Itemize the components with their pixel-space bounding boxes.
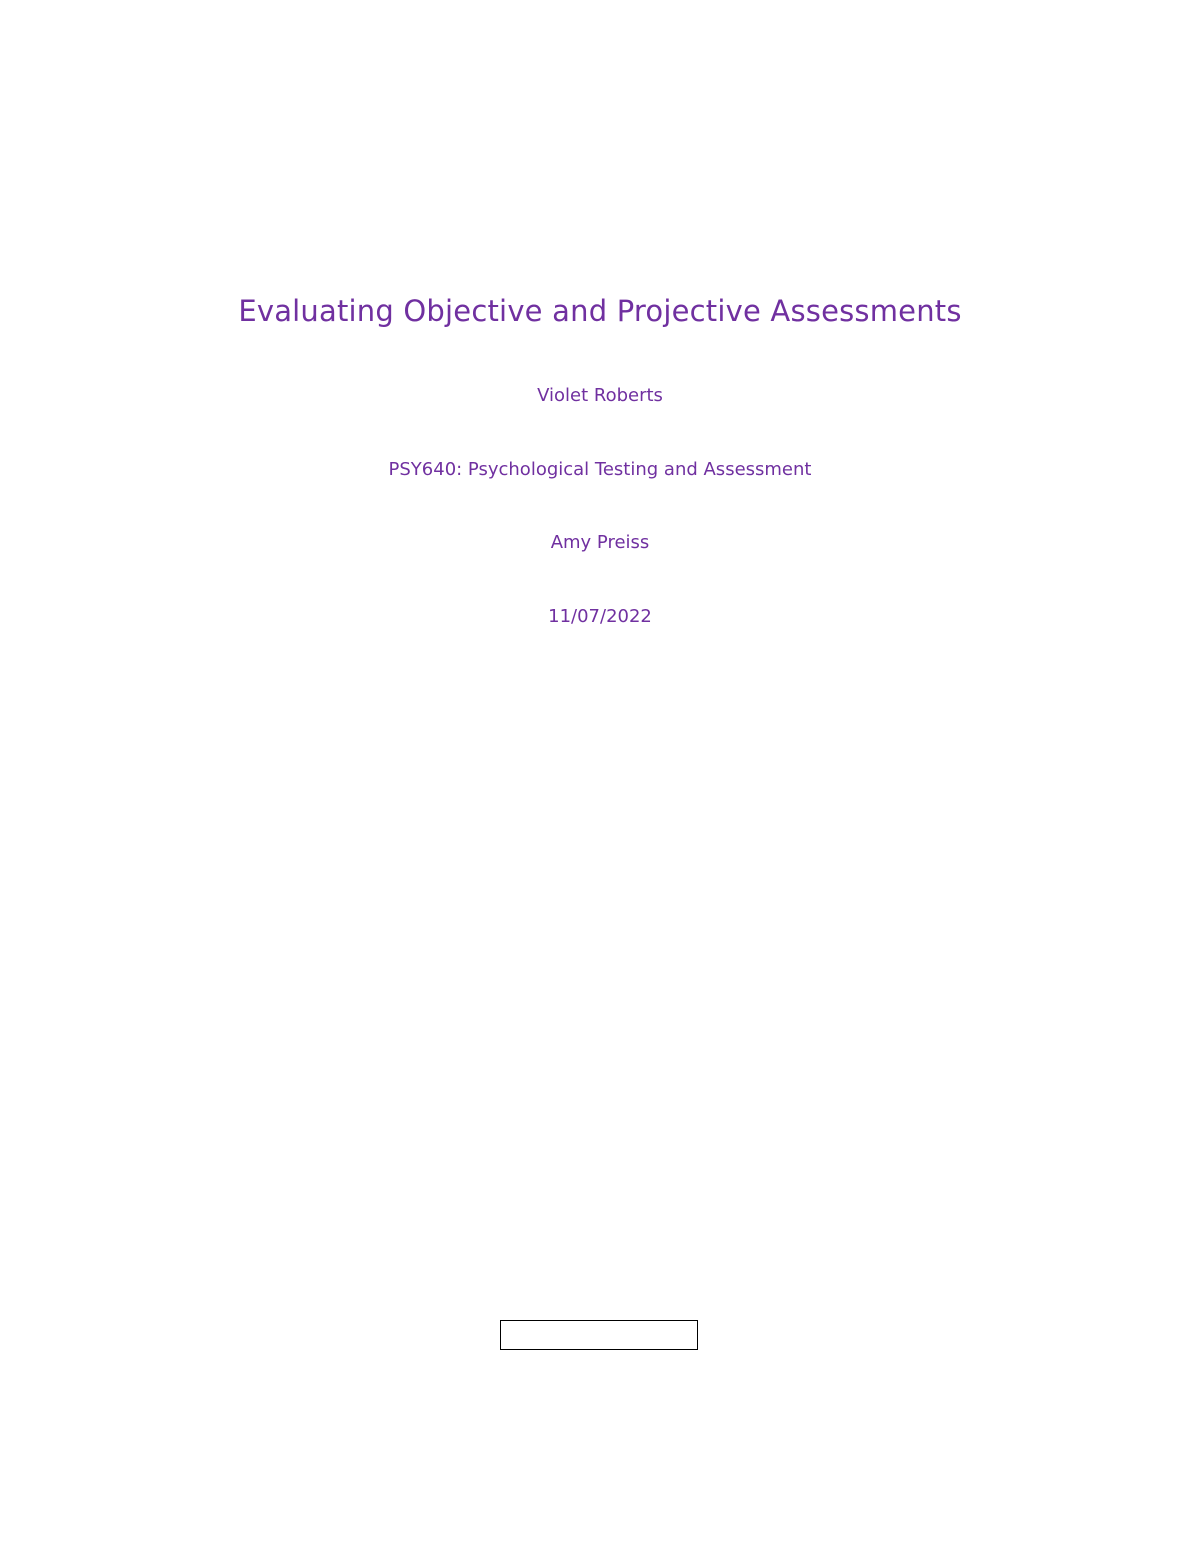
empty-text-box (500, 1320, 698, 1350)
course-name: PSY640: Psychological Testing and Assessment (388, 459, 812, 480)
instructor-name: Amy Preiss (550, 532, 650, 553)
document-title: Evaluating Objective and Projective Assessments (238, 294, 962, 328)
author-name: Violet Roberts (537, 385, 663, 406)
submission-date: 11/07/2022 (548, 606, 652, 627)
